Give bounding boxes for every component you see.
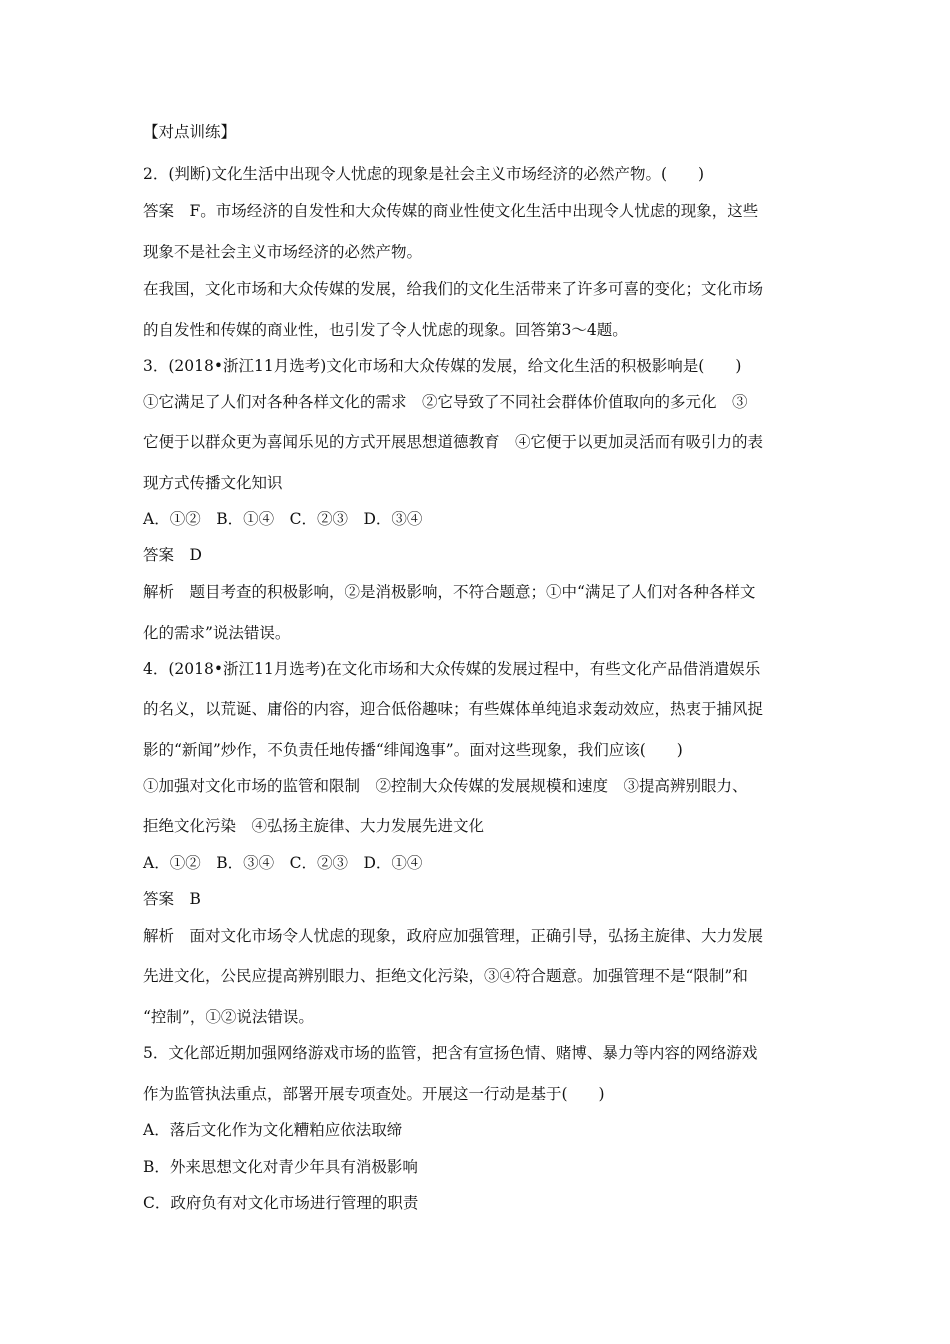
question-5-option-a: A．落后文化作为文化糟粕应依法取缔 [143,1121,403,1139]
question-3-analysis-cont: 化的需求”说法错误。 [143,624,291,642]
question-5-stem: 5．文化部近期加强网络游戏市场的监管，把含有宣扬色情、赌博、暴力等内容的网络游戏 [143,1044,758,1062]
question-4-analysis-cont: 先进文化，公民应提高辨别眼力、拒绝文化污染，③④符合题意。加强管理不是“限制”和 [143,967,748,985]
question-3-choices: A．①② B．①④ C．②③ D．③④ [143,510,423,528]
question-4-analysis-cont: “控制”，①②说法错误。 [143,1008,314,1026]
intro-text: 在我国，文化市场和大众传媒的发展，给我们的文化生活带来了许多可喜的变化；文化市场 [143,280,764,298]
question-4-options: ①加强对文化市场的监管和限制 ②控制大众传媒的发展规模和速度 ③提高辨别眼力、 [143,777,748,795]
question-5-stem-cont: 作为监管执法重点，部署开展专项查处。开展这一行动是基于( ) [143,1085,605,1103]
question-4-choices: A．①② B．③④ C．②③ D．①④ [143,854,423,872]
question-3-analysis: 解析 题目考查的积极影响，②是消极影响，不符合题意；①中“满足了人们对各种各样文 [143,583,756,601]
question-4-options-cont: 拒绝文化污染 ④弘扬主旋律、大力发展先进文化 [143,817,485,835]
intro-text-cont: 的自发性和传媒的商业性，也引发了令人忧虑的现象。回答第3～4题。 [143,321,628,339]
question-2-stem: 2．(判断)文化生活中出现令人忧虑的现象是社会主义市场经济的必然产物。( ) [143,165,705,183]
question-2-answer: 答案 F。市场经济的自发性和大众传媒的商业性使文化生活中出现令人忧虑的现象，这些 [143,202,759,220]
question-5-option-b: B．外来思想文化对青少年具有消极影响 [143,1158,418,1176]
question-3-options-cont: 现方式传播文化知识 [143,474,283,492]
question-4-answer: 答案 B [143,890,201,908]
question-4-stem-cont: 影的“新闻”炒作，不负责任地传播“绯闻逸事”。面对这些现象，我们应该( ) [143,741,683,759]
question-3-answer: 答案 D [143,546,202,564]
question-3-options: ①它满足了人们对各种各样文化的需求 ②它导致了不同社会群体价值取向的多元化 ③ [143,393,748,411]
question-3-stem: 3．(2018•浙江11月选考)文化市场和大众传媒的发展，给文化生活的积极影响是( ) [143,357,742,375]
question-3-options-cont: 它便于以群众更为喜闻乐见的方式开展思想道德教育 ④它便于以更加灵活而有吸引力的表 [143,433,764,451]
section-heading: 【对点训练】 [143,123,237,141]
question-4-stem: 4．(2018•浙江11月选考)在文化市场和大众传媒的发展过程中，有些文化产品借消遣娱乐 [143,660,761,678]
question-4-analysis: 解析 面对文化市场令人忧虑的现象，政府应加强管理，正确引导，弘扬主旋律、大力发展 [143,927,764,945]
question-2-answer-cont: 现象不是社会主义市场经济的必然产物。 [143,243,423,261]
question-4-stem-cont: 的名义，以荒诞、庸俗的内容，迎合低俗趣味；有些媒体单纯追求轰动效应，热衷于捕风捉 [143,700,764,718]
question-5-option-c: C．政府负有对文化市场进行管理的职责 [143,1194,419,1212]
